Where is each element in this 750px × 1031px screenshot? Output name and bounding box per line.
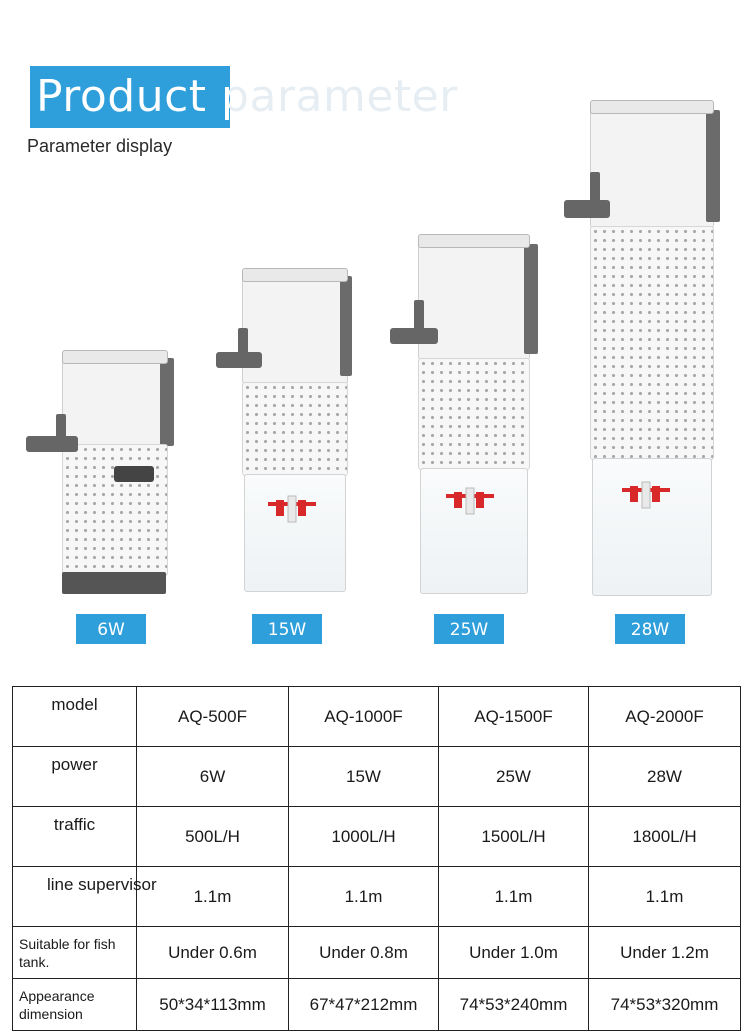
table-row-traffic (13, 807, 741, 867)
table-cell: 28W (589, 747, 741, 807)
table-cell: Under 0.6m (137, 927, 289, 979)
table-cell: 25W (439, 747, 589, 807)
page-subtitle: Parameter display (27, 136, 173, 156)
badge-28w: 28W (615, 614, 685, 644)
table-row-fish-tank (13, 927, 741, 979)
row-label-fish-tank: Suitable for fish tank. (13, 927, 137, 979)
page-title: Product parameter (36, 68, 458, 126)
table-cell: AQ-1500F (439, 687, 589, 747)
table-cell: 6W (137, 747, 289, 807)
table-cell: 1500L/H (439, 807, 589, 867)
table-cell: 1.1m (137, 867, 289, 927)
table-cell: 67*47*212mm (289, 979, 439, 1031)
parameter-table (12, 686, 741, 1031)
table-cell: 15W (289, 747, 439, 807)
table-cell: AQ-1000F (289, 687, 439, 747)
row-label-line-supervisor: line supervisor (13, 867, 137, 927)
row-label-dimension: Appearance dimension (13, 979, 137, 1031)
row-label-power: power (13, 747, 137, 807)
row-label-traffic: traffic (13, 807, 137, 867)
table-cell: 1000L/H (289, 807, 439, 867)
table-cell: Under 1.2m (589, 927, 741, 979)
table-cell: 74*53*240mm (439, 979, 589, 1031)
table-cell: AQ-500F (137, 687, 289, 747)
badge-25w: 25W (434, 614, 504, 644)
table-cell: 1.1m (289, 867, 439, 927)
table-cell: 1.1m (439, 867, 589, 927)
table-cell: 500L/H (137, 807, 289, 867)
table-cell: Under 0.8m (289, 927, 439, 979)
table-cell: 1800L/H (589, 807, 741, 867)
badge-6w: 6W (76, 614, 146, 644)
table-cell: 74*53*320mm (589, 979, 741, 1031)
table-cell: 1.1m (589, 867, 741, 927)
table-row-dimension (13, 979, 741, 1031)
table-cell: Under 1.0m (439, 927, 589, 979)
table-row-power (13, 747, 741, 807)
badge-15w: 15W (252, 614, 322, 644)
table-cell: 50*34*113mm (137, 979, 289, 1031)
table-row-model (13, 687, 741, 747)
table-row-line-supervisor (13, 867, 741, 927)
row-label-model: model (13, 687, 137, 747)
table-cell: AQ-2000F (589, 687, 741, 747)
